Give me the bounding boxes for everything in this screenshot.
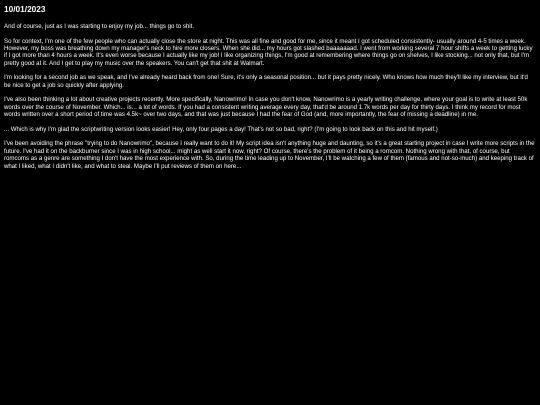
post-date-heading: 10/01/2023 [4, 4, 46, 14]
post-body [4, 23, 536, 170]
post-paragraph: I'm looking for a second job as we speak, and I've already heard back from one! Sure, it's only a seasonal position... but it pays pretty nicely. Who knows how much they'll like my interview, but it'd be nice to get a job so quickly after applying. [4, 74, 528, 89]
post-paragraph: I've also been thinking a lot about creative projects recently. More specifically, Nanowrimo! In case you don't know, Nanowrimo is a yearly writing challenge, where your goal is to write at least 50k words over the course of November. Which... is... a lot of words. If you had a consistent writing average every day, that'd be around 1.7k words per day for thirty days. I think my record for most words written over a short period of time was 4.5k~ over two days, and that was just because I had the fear of God (and, more importantly, the fear of missing a deadline) in me. [4, 96, 528, 119]
post-paragraph: ... Which is why I'm glad the scriptwriting version looks easier! Hey, only four pages a day! That's not so bad, right? (I'm going to look back on this and hit myself.) [4, 125, 438, 133]
post-paragraph: I've been avoiding the phrase "trying to do Nanowrimo", because I really want to do it! My script idea isn't anything huge and daunting, so it's a great starting project in case I write more scripts in the future. I've had it on the backburner since I was in high school... might as well start it now, right? Of course, there's the problem of it being a romcom. Nothing wrong with that, of course, but romcoms as a genre are something I don't have the most experience with. So, during the time leading up to November, I'll be watching a few of them (famous and not-so-much) and keeping track of what I liked, what I didn't like, and what to steal. Maybe I'll put reviews of them on here... [4, 140, 535, 170]
post-paragraph: And of course, just as I was starting to enjoy my job... things go to shit. [4, 23, 195, 30]
post-paragraph: So for context, I'm one of the few people who can actually close the store at night. This was all fine and good for me, since it meant I got scheduled consistently- usually around 4-5 times a week. However, my boss was breathing down my manager's neck to hire more closers. When she did... my hours got slashed baaaaaaad. I went from working several 7 hour shifts a week to getting lucky if I got more than 4 hours a week. It's even worse because I actually like my job! I like organizing things, I'm good at remembering where things go on shelves, I like stocking... not only that, but I'm pretty good at it. And I get to play my music over the speakers. You can't get that shit at Walmart. [4, 37, 533, 67]
